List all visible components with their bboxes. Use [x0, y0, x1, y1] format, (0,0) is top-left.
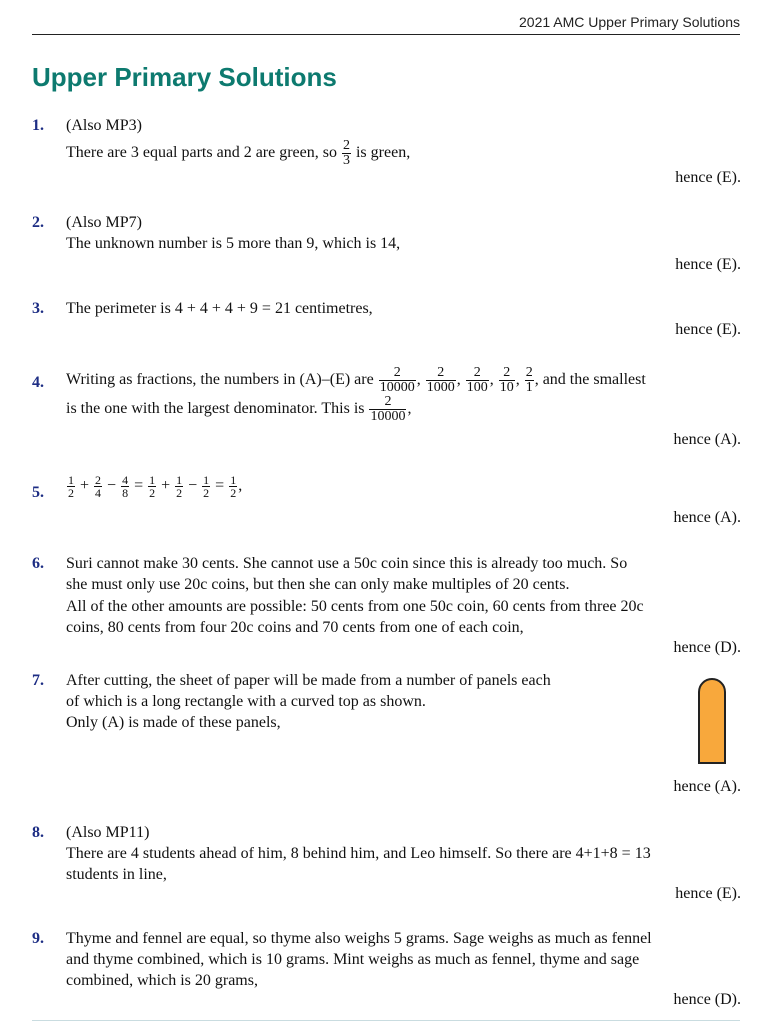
fraction: [229, 474, 237, 499]
fraction-denominator: 2: [230, 486, 237, 500]
solution-number: 3.: [32, 300, 44, 317]
solution-number: 2.: [32, 214, 44, 231]
math-operator: =: [215, 477, 225, 495]
fraction: [175, 474, 183, 499]
solution-9: [32, 928, 741, 1014]
fraction: [342, 139, 351, 168]
math-expression: [66, 474, 741, 499]
fraction-denominator: 2: [68, 486, 74, 500]
math-operator: =: [134, 477, 144, 495]
fraction-denominator: 10000: [379, 380, 415, 395]
solution-text: After cutting, the sheet of paper will be made from a number of panels each: [66, 672, 551, 689]
math-operator: +: [80, 477, 90, 495]
running-header: [32, 14, 740, 35]
fraction-denominator: 10: [499, 380, 514, 395]
solution-number: 1.: [32, 117, 44, 134]
solution-conclusion: hence (D).: [673, 991, 741, 1008]
solution-text: (Also MP3): [66, 117, 143, 134]
solution-number: 9.: [32, 930, 44, 947]
solution-3: [32, 298, 741, 342]
solution-text: she must only use 20c coins, but then she can only make multiples of 20 cents.: [66, 576, 570, 593]
solution-text: Suri cannot make 30 cents. She cannot use a 50c coin since this is already too much. So: [66, 555, 628, 572]
solution-number: 7.: [32, 672, 44, 689]
page-bottom-rule: [32, 1020, 740, 1021]
fraction-numerator: 2: [342, 138, 350, 153]
math-operator: ,: [238, 477, 243, 495]
math-operator: −: [107, 477, 117, 495]
solution-text: The unknown number is 5 more than 9, which is 14,: [66, 235, 401, 252]
fraction-numerator: 1: [230, 473, 237, 487]
solution-number: 4.: [32, 374, 44, 391]
math-operator: +: [161, 477, 171, 495]
solution-text: of which is a long rectangle with a curved top as shown.: [66, 693, 426, 710]
solution-conclusion: hence (E).: [675, 256, 741, 273]
solution-2: [32, 212, 741, 276]
fraction-denominator: 1: [525, 380, 533, 395]
solution-text: and thyme combined, which is 10 grams. Mint weighs as much as fennel, thyme and sage: [66, 951, 640, 968]
running-title: 2021 AMC Upper Primary Solutions: [519, 14, 740, 30]
fraction-denominator: 1000: [426, 380, 455, 395]
fraction-numerator: 1: [176, 473, 183, 487]
solution-number: 8.: [32, 824, 44, 841]
fraction-denominator: 8: [122, 486, 129, 500]
solution-text: There are 3 equal parts and 2 are green, so: [66, 144, 337, 162]
fraction-numerator: 1: [203, 473, 210, 487]
fraction: [369, 395, 406, 424]
fraction: [121, 474, 129, 499]
fraction-numerator: 2: [393, 365, 401, 380]
solution-conclusion: hence (E).: [675, 169, 741, 186]
solution-7: [32, 670, 741, 800]
solution-6: [32, 553, 741, 657]
solution-text: Thyme and fennel are equal, so thyme also weighs 5 grams. Sage weighs as much as fennel: [66, 930, 652, 947]
fraction-denominator: 3: [342, 153, 350, 168]
solution-conclusion: hence (A).: [673, 431, 741, 448]
fraction: [525, 366, 534, 395]
solution-conclusion: hence (A).: [673, 778, 741, 795]
solution-8: [32, 822, 741, 908]
fraction: [94, 474, 102, 499]
solution-text: (Also MP11): [66, 824, 150, 841]
fraction-numerator: 2: [525, 365, 533, 380]
fraction-denominator: 4: [95, 486, 102, 500]
fraction-denominator: 2: [176, 486, 183, 500]
solution-text: There are 4 students ahead of him, 8 behind him, and Leo himself. So there are 4+1+8 = 13: [66, 845, 651, 862]
solution-number: 6.: [32, 555, 44, 572]
fraction: [426, 366, 456, 395]
fraction-numerator: 2: [503, 365, 511, 380]
fraction-numerator: 2: [437, 365, 445, 380]
fraction: [466, 366, 489, 395]
solution-text: is the one with the largest denominator. This is: [66, 400, 365, 418]
fraction: [379, 366, 416, 395]
solution-conclusion: hence (E).: [675, 321, 741, 338]
solution-text: combined, which is 20 grams,: [66, 972, 258, 989]
curved-panel-figure: [698, 678, 726, 764]
solution-text: coins, 80 cents from four 20c coins and 70 cents from one of each coin,: [66, 619, 524, 636]
solution-text: (Also MP7): [66, 214, 143, 231]
solution-text: All of the other amounts are possible: 50 cents from one 50c coin, 60 cents from three 20c: [66, 598, 644, 615]
solution-text: The perimeter is 4 + 4 + 4 + 9 = 21 centimetres,: [66, 300, 373, 317]
solution-text: , and the smallest: [534, 371, 646, 389]
solution-conclusion: hence (D).: [673, 639, 741, 656]
fraction-denominator: 2: [149, 486, 156, 500]
solution-1: [32, 115, 741, 187]
fraction-numerator: 4: [122, 473, 129, 487]
fraction: [67, 474, 75, 499]
fraction-denominator: 10000: [370, 409, 406, 424]
fraction-numerator: 2: [384, 394, 392, 409]
solution-text: students in line,: [66, 866, 167, 883]
solution-conclusion: hence (A).: [673, 509, 741, 526]
solution-number: 5.: [32, 484, 44, 501]
fraction-numerator: 2: [473, 365, 481, 380]
fraction-numerator: 1: [68, 473, 74, 487]
page-title: Upper Primary Solutions: [32, 62, 337, 92]
fraction-numerator: 1: [149, 473, 156, 487]
solution-4: 4. Writing as fractions, the numbers in (A)–(E) are $\frac{2}{10000}$ , $\frac{2}{1000}$ , $\frac{2}{100}$ , $\frac{2}{10}$ , $\frac{2}{1}$ , and the smallest is the one with the largest denominator. This is $\frac{2}{10000}$ , hence (A).: [32, 365, 741, 448]
fraction-numerator: 2: [95, 473, 102, 487]
fraction: [499, 366, 515, 395]
fraction: [202, 474, 210, 499]
solution-5: [32, 474, 741, 530]
math-operator: −: [188, 477, 198, 495]
solution-text: Writing as fractions, the numbers in (A)–(E) are: [66, 371, 374, 389]
solution-conclusion: hence (E).: [675, 885, 741, 902]
fraction-denominator: 2: [203, 486, 210, 500]
fraction-denominator: 100: [466, 380, 488, 395]
solution-text: Only (A) is made of these panels,: [66, 714, 281, 731]
solution-text: is green,: [355, 144, 411, 162]
fraction: [148, 474, 156, 499]
